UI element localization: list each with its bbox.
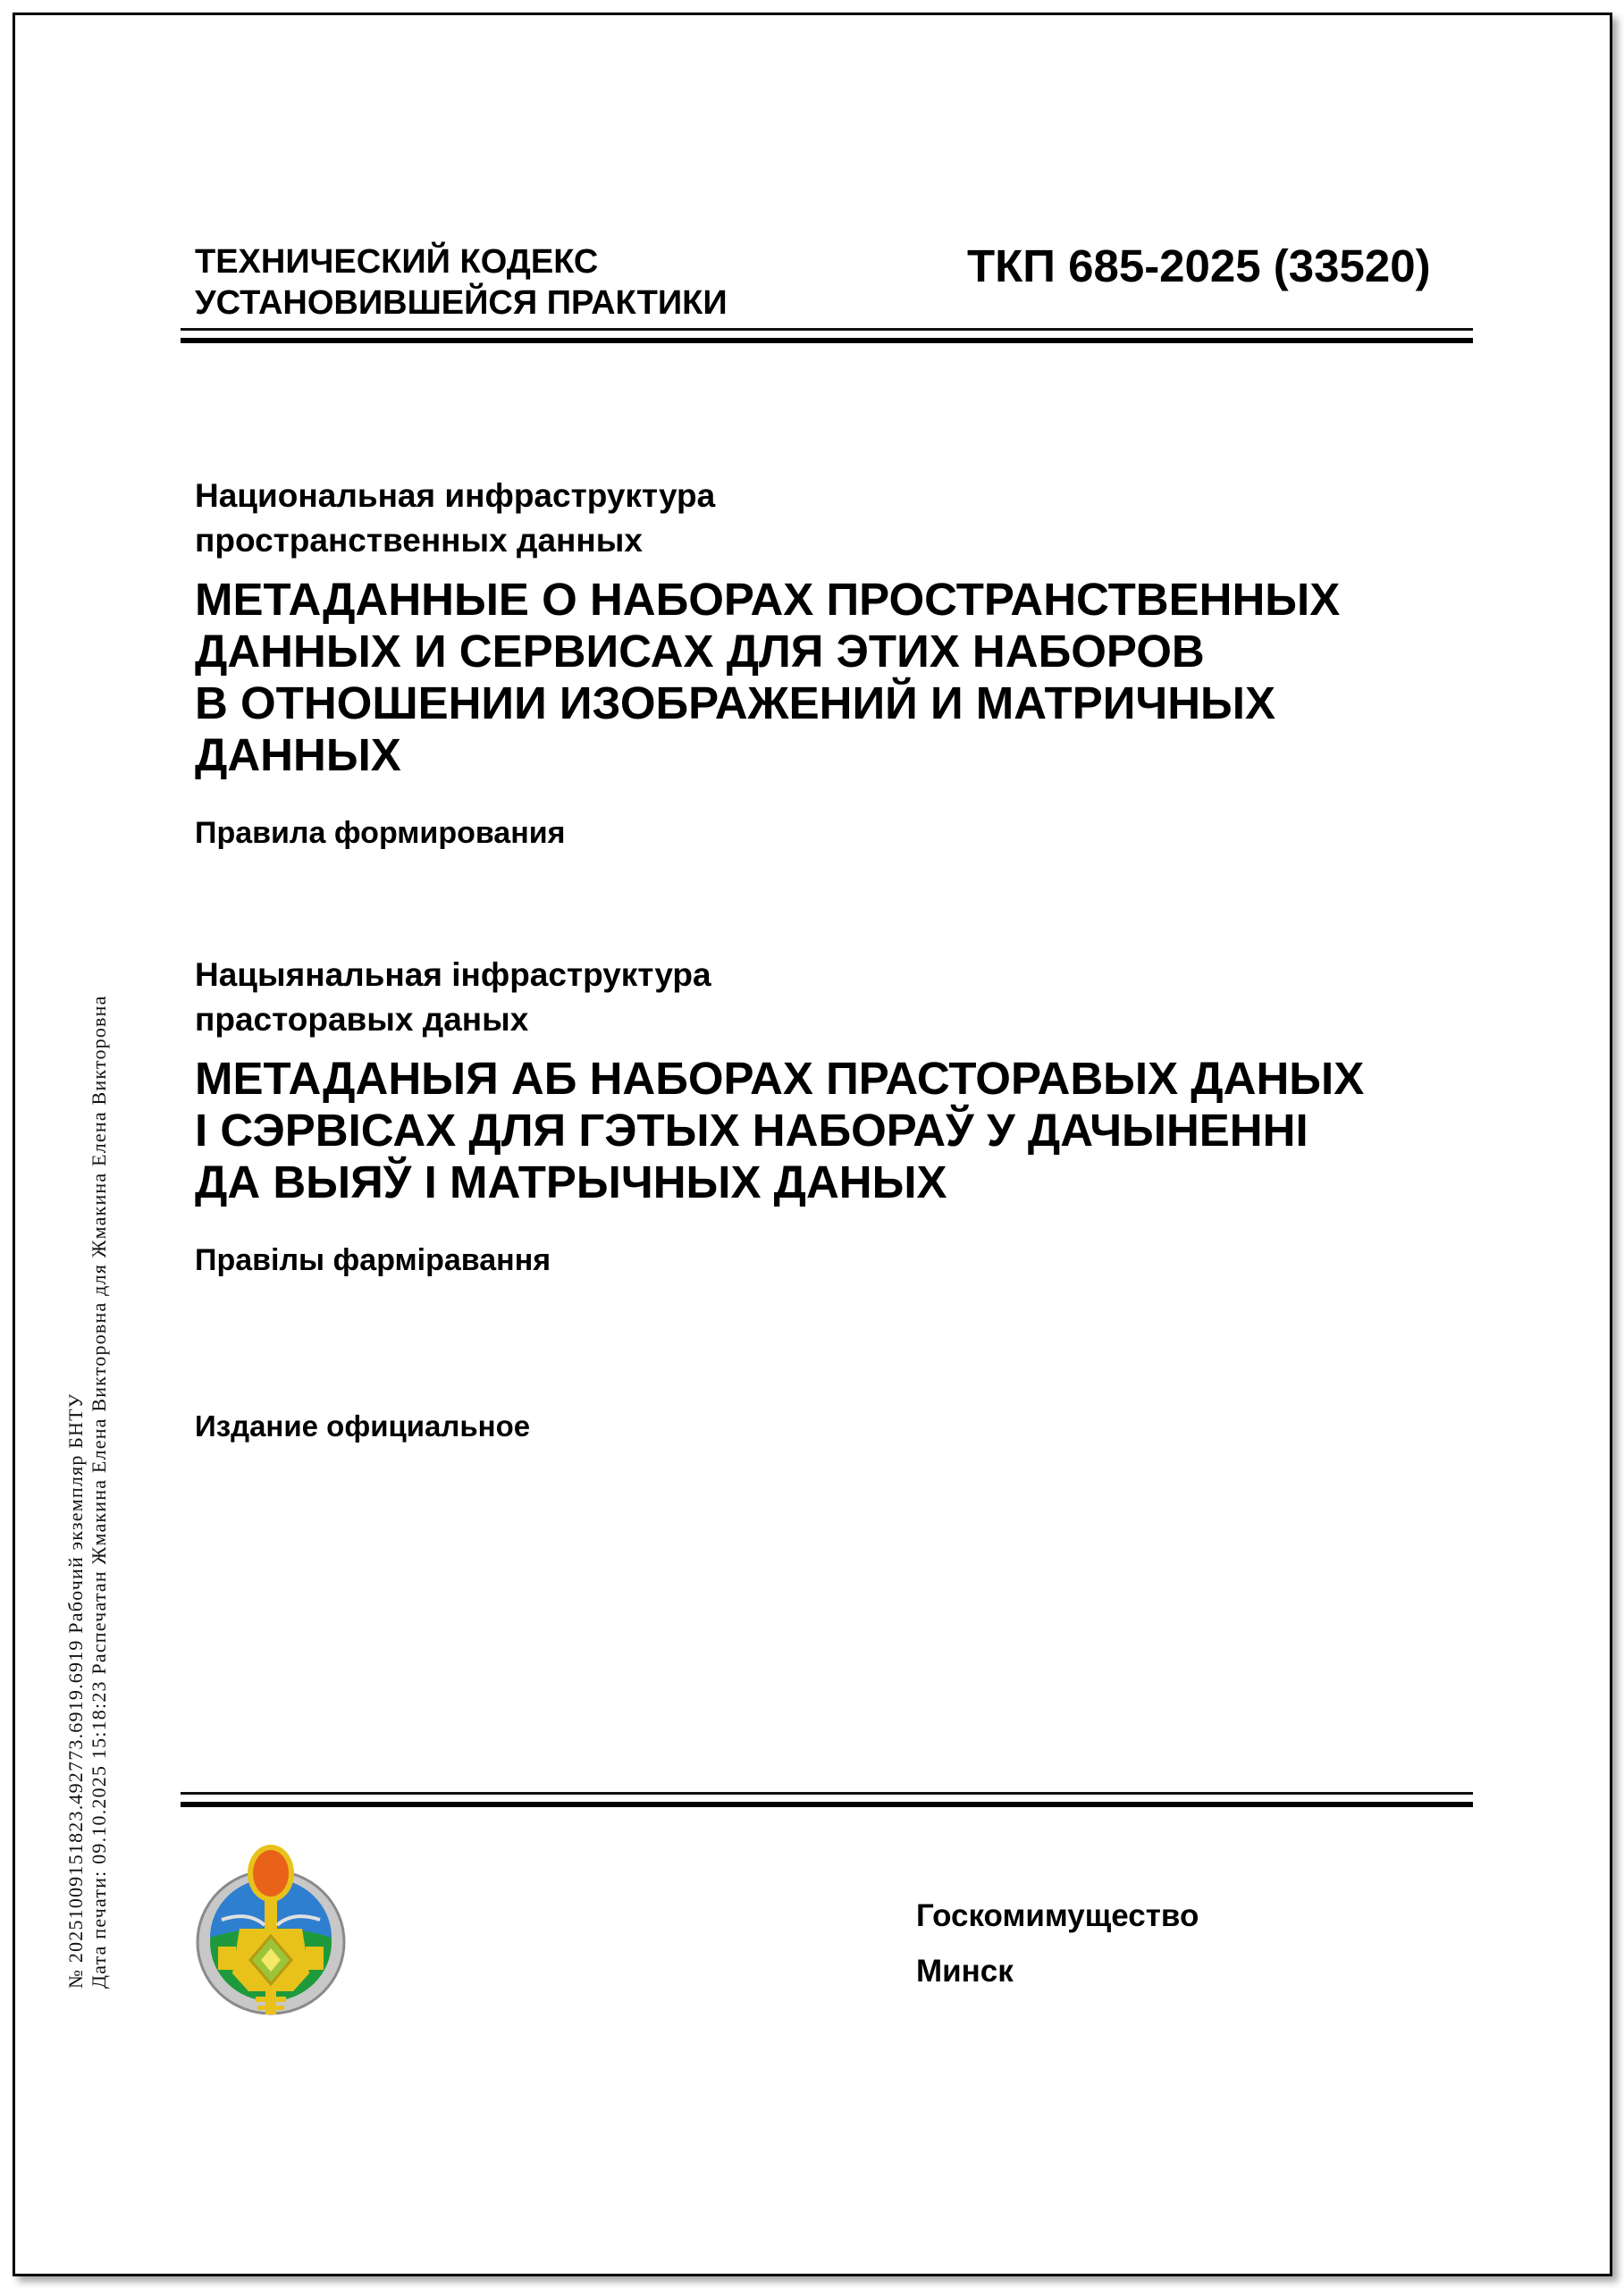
ru-subtitle [195,474,715,563]
by-subtitle-line: Нацыянальная інфраструктура [195,956,711,993]
bottom-rule-thin [181,1792,1473,1795]
document-code: ТКП 685-2025 (33520) [967,240,1431,291]
top-rule-thick [181,338,1473,343]
by-subtitle [195,953,711,1042]
publisher-name: Госкомимущество [916,1898,1199,1933]
publisher-city: Минск [916,1954,1014,1989]
print-stamp-line: Дата печати: 09.10.2025 15:18:23 Распечатан Жмакина Елена Викторовна для Жмакина Елена Викторовна [88,995,110,1989]
by-subtitle-line: прасторавых даных [195,1001,529,1038]
print-stamp-line: № 20251009151823.492773.6919.6919 Рабочий экземпляр БНТУ [64,1392,87,1989]
by-title-line: ДА ВЫЯЎ І МАТРЫЧНЫХ ДАНЫХ [195,1157,947,1207]
by-title-line: МЕТАДАНЫЯ АБ НАБОРАХ ПРАСТОРАВЫХ ДАНЫХ [195,1053,1365,1104]
bottom-rule-thick [181,1802,1473,1807]
document-type [195,241,728,324]
ru-part: Правила формирования [195,816,566,850]
ru-subtitle-line: пространственных данных [195,522,643,559]
document-type-line: УСТАНОВИВШЕЙСЯ ПРАКТИКИ [195,284,728,322]
edition-note: Издание официальное [195,1409,531,1443]
by-title [195,1053,1364,1208]
ru-title-line: ДАННЫХ И СЕРВИСАХ ДЛЯ ЭТИХ НАБОРОВ [195,626,1205,677]
print-stamp [64,995,111,1989]
ru-title-line: ДАННЫХ [195,729,401,780]
ru-subtitle-line: Национальная инфраструктура [195,477,716,514]
ru-title-line: МЕТАДАННЫЕ О НАБОРАХ ПРОСТРАНСТВЕННЫХ [195,574,1341,625]
by-title-line: І СЭРВІСАХ ДЛЯ ГЭТЫХ НАБОРАЎ У ДАЧЫНЕННІ [195,1105,1308,1156]
ru-title-line: В ОТНОШЕНИИ ИЗОБРАЖЕНИЙ И МАТРИЧНЫХ [195,677,1275,728]
goskomimushchestvo-emblem-icon [186,1839,356,2018]
by-part: Правілы фарміравання [195,1243,551,1277]
ru-title [195,574,1340,781]
top-rule-thin [181,328,1473,331]
document-type-line: ТЕХНИЧЕСКИЙ КОДЕКС [195,243,599,281]
